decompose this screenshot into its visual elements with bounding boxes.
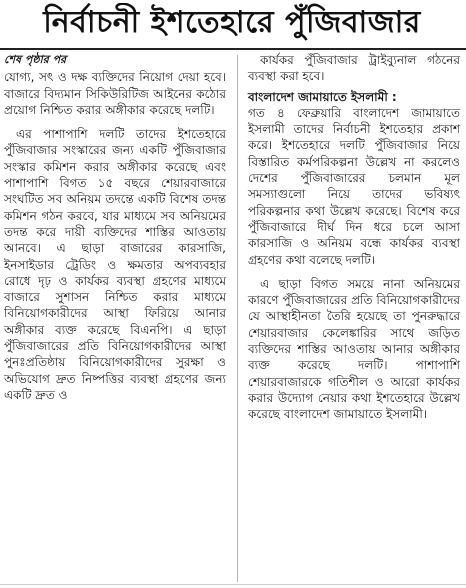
article-headline: নির্বাচনী ইশতেহারে পুঁজিবাজার xyxy=(43,5,421,40)
right-column xyxy=(248,52,460,423)
body-paragraph: গত ৪ ফেব্রুয়ারি বাংলাদেশ জামায়াতে ইসলামী তাদের নির্বাচনী ইশতেহার প্রকাশ করে। ইশতেহারে দলটি পুঁজিবাজার নিয়ে বিস্তারিত কর্মপরিকল্পনা উল্লেখ না করলেও দেশের পুঁজিবাজারের চলমান মূল সমস্যাগুলো নিয়ে তাদের ভবিষ্যৎ পরিকল্পনার কথা উল্লেখ করেছে। বিশেষ করে পুঁজিবাজারে দীর্ঘ দিন ধরে চলে আসা কারসাজি ও অনিয়ম বন্ধে কার্যকর ব্যবস্থা গ্রহণের কথা বলেছে দলটি। xyxy=(248,105,460,267)
headline-rule xyxy=(0,48,466,50)
continued-from-kicker: শেষ পৃষ্ঠার পর xyxy=(4,53,67,66)
body-paragraph: এ ছাড়া বিগত সময়ে নানা অনিয়মের কারণে পুঁজিবাজারের প্রতি বিনিয়োগকারীদের যে আস্থাহীনতা তৈরি হয়েছে তা পুনরুদ্ধারে শেয়ারবাজার কেলেঙ্কারির সাথে জড়িত ব্যক্তিদের শাস্তির আওতায় আনার অঙ্গীকার ব্যক্ত করেছে দলটি। পাশাপাশি শেয়ারবাজারকে গতিশীল ও আরো কার্যকর করার উদ্যোগ নেয়ার কথা ইশতেহারে উল্লেখ করেছে বাংলাদেশ জামায়াতে ইসলামী। xyxy=(248,276,460,422)
party-subheading: বাংলাদেশ জামায়াতে ইসলামী : xyxy=(248,89,397,104)
body-paragraph: এর পাশাপাশি দলটি তাদের ইশতেহারে পুঁজিবাজার সংস্কারের জন্য একটি পুঁজিবাজার সংস্কার কমিশন করার অঙ্গীকার করেছে এবং পাশাপাশি বিগত ১৫ বছরে শেয়ারবাজারে সংঘটিত সব অনিয়ম তদন্তে একটি বিশেষ তদন্ত কমিশন গঠন করবে, যার মাধ্যমে সব অনিয়মের তদন্ত করে দায়ী ব্যক্তিদের শাস্তির আওতায় আনবে। এ ছাড়া বাজারের কারসাজি, ইনসাইডার ট্রেডিং ও ক্ষমতার অপব্যবহার রোধে দৃঢ় ও কার্যকর ব্যবস্থা গ্রহণের মাধ্যমে বাজারে সুশাসন নিশ্চিত করার মাধ্যমে বিনিয়োগকারীদের আস্থা ফিরিয়ে আনার অঙ্গীকার ব্যক্ত করেছে বিএনপি। এ ছাড়া পুঁজিবাজারের প্রতি বিনিয়োগকারীদের আস্থা পুনঃপ্রতিষ্ঠায় বিনিয়োগকারীদের সুরক্ষা ও অভিযোগ দ্রুত নিষ্পত্তির ব্যবস্থা গ্রহণের জন্য একটি দ্রুত ও xyxy=(4,127,226,402)
left-column xyxy=(4,52,226,403)
column-divider xyxy=(237,55,238,582)
bottom-rule xyxy=(0,584,466,585)
body-paragraph: যোগ্য, সৎ ও দক্ষ ব্যক্তিদের নিয়োগ দেয়া হবে। বাজারে বিদ্যমান সিকিউরিটিজ আইনের কঠোর প্রয়োগ নিশ্চিত করার অঙ্গীকার করেছে দলটি। xyxy=(4,70,226,117)
body-paragraph: কার্যকর পুঁজিবাজার ট্রাইব্যুনাল গঠনের ব্যবস্থা করা হবে। xyxy=(248,53,460,84)
